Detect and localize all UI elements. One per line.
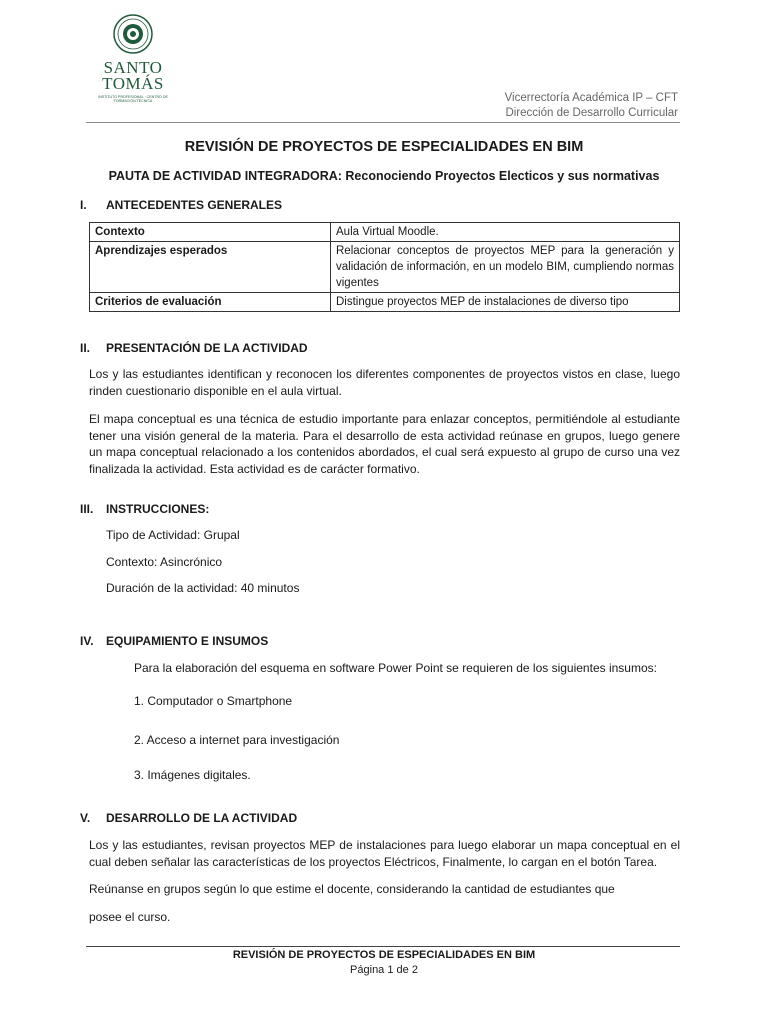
table-key: Criterios de evaluación [90, 293, 331, 312]
equipment-item: 2. Acceso a internet para investigación [134, 733, 340, 747]
section-number: II. [80, 341, 91, 355]
equipment-intro: Para la elaboración del esquema en software Power Point se requieren de los siguientes insumos: [134, 661, 657, 675]
section-number: I. [80, 198, 87, 212]
table-value: Relacionar conceptos de proyectos MEP para la generación y validación de información, en un modelo BIM, cumpliendo normas vigentes [331, 242, 680, 293]
section-title: INSTRUCCIONES: [106, 502, 210, 516]
equipment-item: 3. Imágenes digitales. [134, 768, 251, 782]
section-number: IV. [80, 634, 94, 648]
footer-divider [86, 946, 680, 947]
equipment-item: 1. Computador o Smartphone [134, 694, 293, 708]
instruction-item: Contexto: Asincrónico [106, 555, 223, 569]
organization-block [505, 91, 678, 121]
section-title: ANTECEDENTES GENERALES [106, 198, 283, 212]
instruction-item: Tipo de Actividad: Grupal [106, 528, 240, 542]
section-title: DESARROLLO DE LA ACTIVIDAD [106, 811, 298, 825]
logo-wordmark-line1: SANTO [103, 58, 163, 77]
section-heading-1 [80, 198, 282, 212]
document-subtitle: PAUTA DE ACTIVIDAD INTEGRADORA: Reconociendo Proyectos Electicos y sus normativas [108, 169, 660, 183]
section-number: III. [80, 502, 94, 516]
section-title: EQUIPAMIENTO E INSUMOS [106, 634, 269, 648]
table-key: Contexto [90, 223, 331, 242]
general-info-table [89, 222, 680, 312]
document-title: REVISIÓN DE PROYECTOS DE ESPECIALIDADES EN BIM [184, 139, 584, 155]
presentation-paragraph-2: El mapa conceptual es una técnica de estudio importante para enlazar conceptos, permitiéndole al estudiante tener una visión general de la materia. Para el desarrollo de esta actividad reúnase en grupos, luego genere un mapa conceptual relacionado a los contenidos abordados, el cual será expuesto al grupo de curso una vez finalizada la actividad. Esta actividad es de carácter formativo. [89, 412, 680, 476]
page-number: Página 1 de 2 [350, 964, 418, 976]
header-divider [86, 122, 680, 123]
table-row [90, 293, 680, 312]
santo-tomas-logo [96, 14, 170, 103]
development-paragraph-3: posee el curso. [89, 910, 171, 924]
section-heading-2 [80, 341, 308, 355]
development-paragraph-2: Reúnanse en grupos según lo que estime el docente, considerando la cantidad de estudiantes que [89, 882, 615, 896]
instruction-item: Duración de la actividad: 40 minutos [106, 581, 300, 595]
presentation-paragraph-1: Los y las estudiantes identifican y reconocen los diferentes componentes de proyectos vistos en clase, luego rinden cuestionario disponible en el aula virtual. [89, 367, 680, 398]
table-value: Distingue proyectos MEP de instalaciones de diverso tipo [331, 293, 680, 312]
section-heading-3 [80, 502, 209, 516]
table-row [90, 223, 680, 242]
university-seal-icon [113, 14, 153, 54]
development-paragraph-1: Los y las estudiantes, revisan proyectos MEP de instalaciones para luego elaborar un mapa conceptual en el cual deben señalar las características de los proyectos Eléctricos, Finalmente, lo cargan en el botón Tarea. [89, 838, 680, 869]
section-title: PRESENTACIÓN DE LA ACTIVIDAD [106, 341, 308, 355]
table-row [90, 242, 680, 293]
section-number: V. [80, 811, 91, 825]
org-line-1: Vicerrectoría Académica IP – CFT [504, 92, 678, 104]
table-value: Aula Virtual Moodle. [331, 223, 680, 242]
table-key: Aprendizajes esperados [90, 242, 331, 293]
footer-title: REVISIÓN DE PROYECTOS DE ESPECIALIDADES EN BIM [232, 949, 536, 961]
org-line-2: Dirección de Desarrollo Curricular [505, 107, 678, 119]
section-heading-4 [80, 634, 268, 648]
logo-wordmark-line2: TOMÁS [102, 74, 164, 93]
section-heading-5 [80, 811, 297, 825]
logo-tagline: INSTITUTO PROFESIONAL · CENTRO DE FORMACIÓN TÉCNICA [98, 95, 168, 104]
